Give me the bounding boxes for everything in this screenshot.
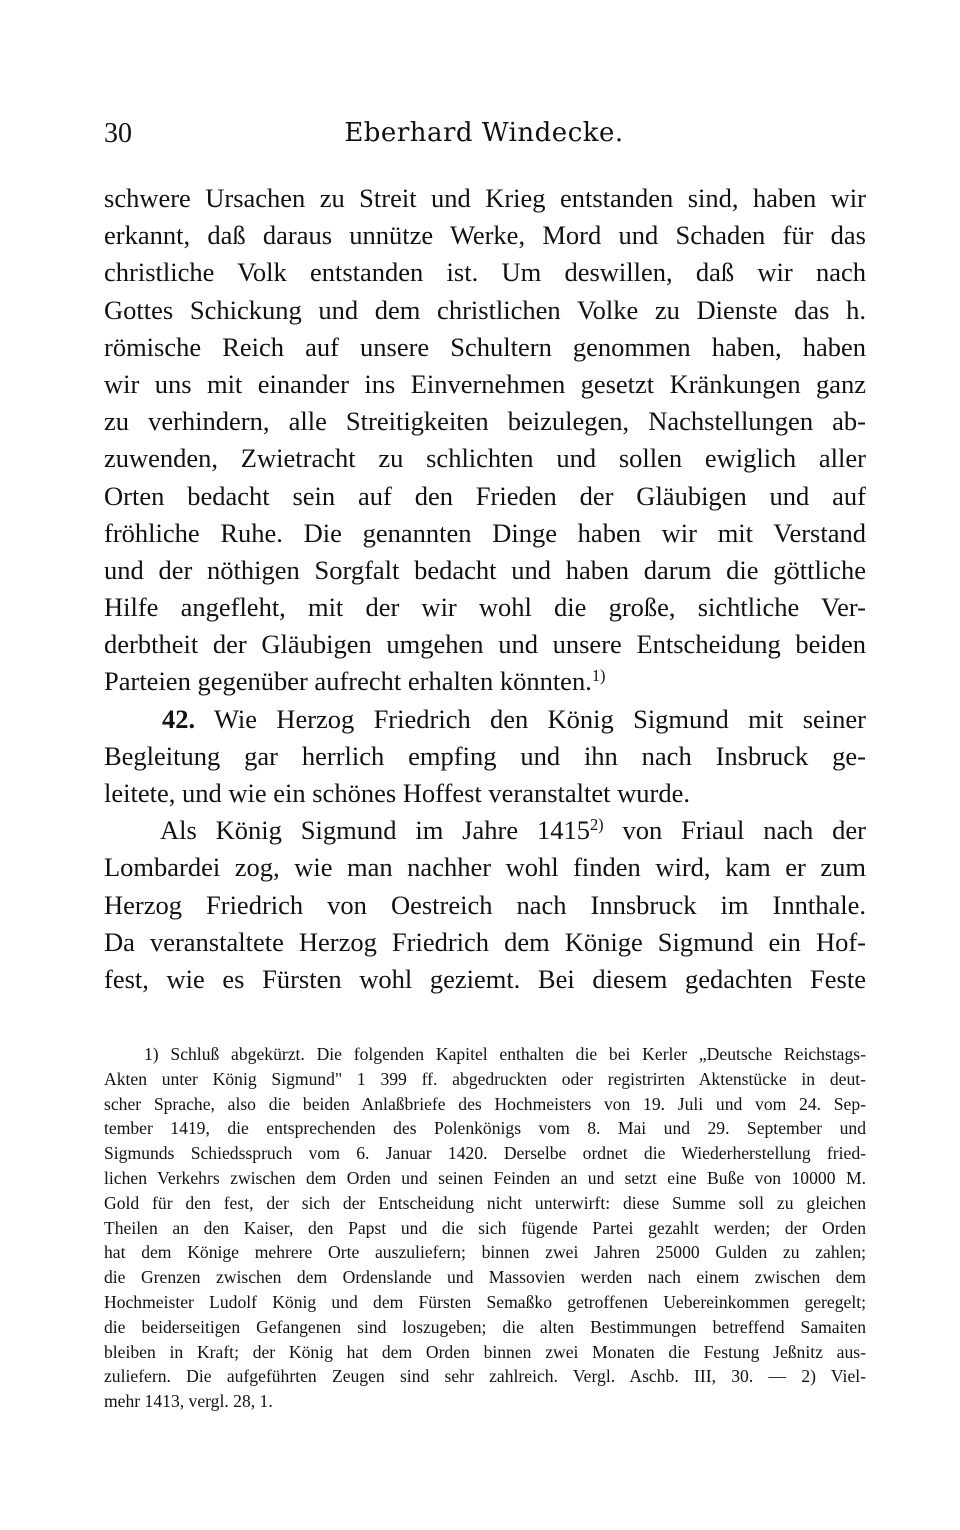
footnote-line: mehr 1413, vergl. 28, 1.	[104, 1391, 273, 1412]
chapter-heading-line: leitete, und wie ein schönes Hoffest veranstaltet wurde.	[104, 778, 691, 808]
footnote-line: hat dem Könige mehrere Orte auszuliefern; binnen zwei Jahren 25000 Gulden zu zahlen;	[104, 1242, 866, 1263]
chapter-heading-text: Wie Herzog Friedrich den König Sigmund mit seiner	[213, 703, 866, 734]
footnote-ref: 2)	[589, 815, 604, 835]
text-line: zu verhindern, alle Streitigkeiten beizulegen, Nachstellungen ab-	[104, 406, 866, 437]
footnote-line: Hochmeister Ludolf König und dem Fürsten Semaßko getroffenen Uebereinkommen geregelt;	[104, 1291, 866, 1312]
text-line: wir uns mit einander ins Einvernehmen gesetzt Kränkungen ganz	[104, 368, 866, 399]
text-line	[104, 663, 866, 700]
text-line: erkannt, daß daraus unnütze Werke, Mord und Schaden für das	[104, 220, 866, 251]
running-head: Eberhard Windecke.	[344, 118, 624, 148]
footnote-line: die Grenzen zwischen dem Ordenslande und Massovien werden nach einem zwischen dem	[104, 1267, 866, 1288]
paragraph-line	[104, 812, 866, 849]
text-line: Orten bedacht sein auf den Frieden der Gläubigen und auf	[104, 480, 866, 511]
footnotes	[104, 1042, 866, 1414]
paragraph-start: Als König Sigmund im Jahre 1415	[160, 815, 590, 846]
main-text	[104, 180, 866, 998]
text-line: zuwenden, Zwietracht zu schlichten und sollen ewiglich aller	[104, 443, 866, 474]
text-line: fröhliche Ruhe. Die genannten Dinge haben wir mit Verstand	[104, 517, 866, 548]
footnote-line: Akten unter König Sigmund" 1 399 ff. abgedruckten oder registrirten Aktenstücke in deut-	[104, 1068, 866, 1089]
text-line: und der nöthigen Sorgfalt bedacht und haben darum die göttliche	[104, 554, 866, 585]
text-line: christliche Volk entstanden ist. Um deswillen, daß wir nach	[104, 257, 866, 288]
text-line-content: Parteien gegenüber aufrecht erhalten könnten.	[104, 666, 592, 697]
footnote-line: die beiderseitigen Gefangenen sind loszugeben; die alten Bestimmungen betreffend Samaiten	[104, 1316, 866, 1337]
chapter-heading-line: Begleitung gar herrlich empfing und ihn nach Insbruck ge-	[104, 740, 866, 771]
text-line: römische Reich auf unsere Schultern genommen haben, haben	[104, 331, 866, 362]
footnote-line: tember 1419, die entsprechenden des Polenkönigs vom 8. Mai und 29. September und	[104, 1118, 866, 1139]
footnote-ref: 1)	[591, 666, 606, 686]
footnote-line: 1) Schluß abgekürzt. Die folgenden Kapitel enthalten die bei Kerler „Deutsche Reichstags-	[144, 1044, 866, 1064]
footnote-line: lichen Verkehrs zwischen dem Orden und seinen Feinden an und setzt eine Buße von 10000 M.	[104, 1167, 866, 1188]
paragraph-line: Lombardei zog, wie man nachher wohl finden wird, kam er zum	[104, 852, 866, 883]
footnote-line: Sigmunds Schiedsspruch vom 6. Januar 1420. Derselbe ordnet die Wiederherstellung fried-	[104, 1143, 866, 1164]
footnote-line: bleiben in Kraft; der König hat dem Orden binnen zwei Monaten die Festung Jeßnitz aus-	[104, 1341, 866, 1362]
text-line: Gottes Schickung und dem christlichen Volke zu Dienste das h.	[104, 294, 866, 325]
paragraph-rest: von Friaul nach der	[603, 815, 866, 846]
chapter-number: 42.	[162, 703, 196, 734]
footnote-line: zuliefern. Die aufgeführten Zeugen sind sehr zahlreich. Vergl. Aschb. III, 30. — 2) Viel-	[104, 1366, 866, 1387]
footnote-line: scher Sprache, also die beiden Anlaßbriefe des Hochmeisters von 19. Juli und vom 24. Sep-	[104, 1093, 866, 1114]
paragraph-line: fest, wie es Fürsten wohl geziemt. Bei diesem gedachten Feste	[104, 963, 866, 994]
page-header	[104, 118, 864, 158]
footnote-line: Theilen an den Kaiser, den Papst und die sich fügende Partei gezahlt werden; der Orden	[104, 1217, 866, 1238]
page-number: 30	[104, 118, 132, 149]
paragraph-line: Da veranstaltete Herzog Friedrich dem Könige Sigmund ein Hof-	[104, 926, 866, 957]
text-line: derbtheit der Gläubigen umgehen und unsere Entscheidung beiden	[104, 629, 866, 660]
text-line: schwere Ursachen zu Streit und Krieg entstanden sind, haben wir	[104, 183, 866, 213]
paragraph-line: Herzog Friedrich von Oestreich nach Innsbruck im Innthale.	[104, 889, 866, 920]
text-line: Hilfe angefleht, mit der wir wohl die große, sichtliche Ver-	[104, 592, 866, 623]
footnote-line: Gold für den fest, der sich der Entscheidung nicht unterwirft: diese Summe soll zu gleichen	[104, 1192, 866, 1213]
chapter-heading-line	[104, 701, 866, 738]
